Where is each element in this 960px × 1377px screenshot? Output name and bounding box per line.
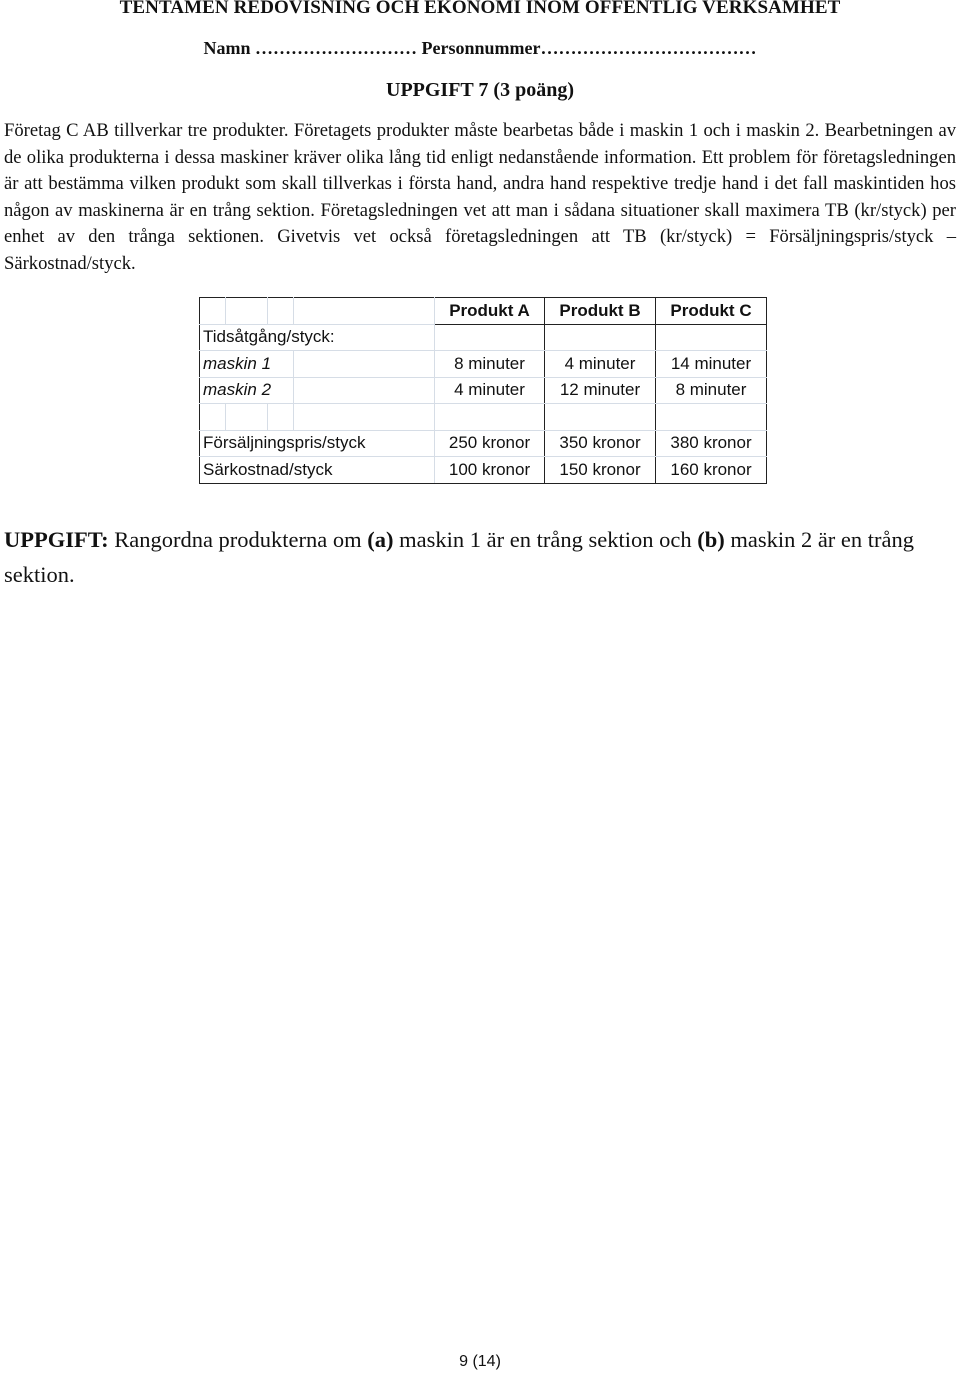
cell-maskin2-a: 4 minuter xyxy=(435,377,545,404)
cell-kostnad-c: 160 kronor xyxy=(656,457,767,484)
personnummer-dots: ……………………………… xyxy=(540,38,757,58)
cell-kostnad-b: 150 kronor xyxy=(545,457,656,484)
page-number: 9 (14) xyxy=(459,1353,501,1370)
row-label-sarkostnad: Särkostnad/styck xyxy=(200,457,435,484)
name-line xyxy=(0,38,960,59)
cell-kostnad-a: 100 kronor xyxy=(435,457,545,484)
question-text-3: maskin 2 är en trång sektion. xyxy=(4,527,915,587)
table-header-row xyxy=(200,298,767,325)
personnummer-label: Personnummer xyxy=(421,38,541,58)
table-row xyxy=(200,377,767,404)
row-label-maskin-1: maskin 1 xyxy=(200,351,294,378)
cell-pris-c: 380 kronor xyxy=(656,430,767,457)
table-row xyxy=(200,351,767,378)
name-dots: ……………………… xyxy=(255,38,418,58)
question-part-b: (b) xyxy=(697,527,725,552)
question-label: UPPGIFT: xyxy=(4,527,109,552)
table-row xyxy=(200,430,767,457)
product-table xyxy=(199,297,767,484)
row-label-maskin-2: maskin 2 xyxy=(200,377,294,404)
header-produkt-b: Produkt B xyxy=(545,298,656,325)
time-label: Tidsåtgång/styck: xyxy=(200,324,435,351)
cell-maskin1-b: 4 minuter xyxy=(545,351,656,378)
task-question xyxy=(4,522,959,592)
task-intro: Företag C AB tillverkar tre produkter. Företagets produkter måste bearbetas både i maskin 1 och i maskin 2. Bearbetningen av de olika produkterna i dessa maskiner kräver olika lång tid enligt nedanstående information. Ett problem för företagsledningen är att bestämma vilken produkt som skall tillverkas i första hand, andra hand respektive tredje hand i det fall maskintiden hos någon av maskinerna är en trång sektion. Företagsledningen vet att man i sådana situationer skall maximera TB (kr/styck) per enhet av den trånga sektionen. Givetvis vet också företagsledningen att TB (kr/styck) = Försäljningspris/styck – Särkostnad/styck. xyxy=(4,120,956,274)
task-heading: UPPGIFT 7 (3 poäng) xyxy=(386,79,574,101)
cell-maskin2-b: 12 minuter xyxy=(545,377,656,404)
table-row xyxy=(200,324,767,351)
cell-maskin1-a: 8 minuter xyxy=(435,351,545,378)
question-text-2: maskin 1 är en trång sektion och xyxy=(393,527,698,552)
name-label: Namn xyxy=(203,38,251,58)
row-label-forsaljningspris: Försäljningspris/styck xyxy=(200,430,435,457)
question-part-a: (a) xyxy=(367,527,394,552)
cell-maskin2-c: 8 minuter xyxy=(656,377,767,404)
cell-pris-b: 350 kronor xyxy=(545,430,656,457)
table-spacer-row xyxy=(200,404,767,431)
exam-title: TENTAMEN REDOVISNING OCH EKONOMI INOM OFFENTLIG VERKSAMHET xyxy=(119,0,841,18)
header-produkt-a: Produkt A xyxy=(435,298,545,325)
table-row xyxy=(200,457,767,484)
cell-pris-a: 250 kronor xyxy=(435,430,545,457)
cell-maskin1-c: 14 minuter xyxy=(656,351,767,378)
question-text-1: Rangordna produkterna om xyxy=(108,527,368,552)
header-produkt-c: Produkt C xyxy=(656,298,767,325)
